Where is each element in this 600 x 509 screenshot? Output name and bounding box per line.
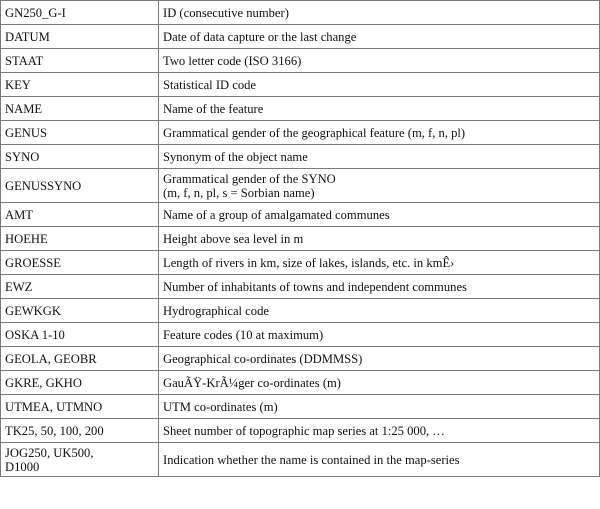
field-name-cell: GKRE, GKHO — [1, 371, 159, 395]
description-cell: Name of the feature — [159, 97, 600, 121]
table-row — [1, 251, 600, 275]
table-row — [1, 121, 600, 145]
table-row — [1, 97, 600, 121]
field-name-line: JOG250, UK500, — [5, 445, 94, 460]
field-name-cell: GROESSE — [1, 251, 159, 275]
table-row — [1, 419, 600, 443]
table-row — [1, 395, 600, 419]
field-name-cell: SYNO — [1, 145, 159, 169]
description-cell: Indication whether the name is contained in the map-series — [159, 443, 600, 477]
table-row — [1, 145, 600, 169]
field-name-cell: GENUSSYNO — [1, 169, 159, 203]
description-cell: Name of a group of amalgamated communes — [159, 203, 600, 227]
field-name-cell: GEWKGK — [1, 299, 159, 323]
field-name-cell: GN250_G-I — [1, 1, 159, 25]
description-cell: Feature codes (10 at maximum) — [159, 323, 600, 347]
description-cell: Geographical co-ordinates (DDMMSS) — [159, 347, 600, 371]
description-cell: Sheet number of topographic map series at 1:25 000, … — [159, 419, 600, 443]
table-row — [1, 323, 600, 347]
table-row — [1, 443, 600, 477]
field-name-cell: GENUS — [1, 121, 159, 145]
field-name-cell — [1, 443, 159, 477]
field-name-cell: STAAT — [1, 49, 159, 73]
description-cell: Height above sea level in m — [159, 227, 600, 251]
field-name-line: D1000 — [5, 459, 40, 474]
description-cell: GauÃŸ-KrÃ¼ger co-ordinates (m) — [159, 371, 600, 395]
description-line: Grammatical gender of the SYNO — [163, 171, 336, 186]
table-row — [1, 73, 600, 97]
description-cell: Synonym of the object name — [159, 145, 600, 169]
description-cell: Hydrographical code — [159, 299, 600, 323]
description-cell: Two letter code (ISO 3166) — [159, 49, 600, 73]
description-cell: Date of data capture or the last change — [159, 25, 600, 49]
field-name-cell: KEY — [1, 73, 159, 97]
table-row — [1, 25, 600, 49]
description-cell — [159, 169, 600, 203]
description-cell: Statistical ID code — [159, 73, 600, 97]
table-row — [1, 371, 600, 395]
field-name-cell: GEOLA, GEOBR — [1, 347, 159, 371]
field-name-cell: EWZ — [1, 275, 159, 299]
field-name-cell: NAME — [1, 97, 159, 121]
table-row — [1, 227, 600, 251]
field-name-cell: UTMEA, UTMNO — [1, 395, 159, 419]
field-name-cell: AMT — [1, 203, 159, 227]
description-cell: Length of rivers in km, size of lakes, islands, etc. in kmÊ› — [159, 251, 600, 275]
table-row — [1, 169, 600, 203]
description-cell: ID (consecutive number) — [159, 1, 600, 25]
field-name-cell: TK25, 50, 100, 200 — [1, 419, 159, 443]
description-line: (m, f, n, pl, s = Sorbian name) — [163, 185, 315, 200]
description-cell: Grammatical gender of the geographical feature (m, f, n, pl) — [159, 121, 600, 145]
description-cell: UTM co-ordinates (m) — [159, 395, 600, 419]
table-row — [1, 275, 600, 299]
field-name-cell: DATUM — [1, 25, 159, 49]
table-row — [1, 49, 600, 73]
description-cell: Number of inhabitants of towns and independent communes — [159, 275, 600, 299]
field-name-cell: OSKA 1-10 — [1, 323, 159, 347]
table-row — [1, 299, 600, 323]
table-row — [1, 1, 600, 25]
table-row — [1, 203, 600, 227]
table-row — [1, 347, 600, 371]
field-name-cell: HOEHE — [1, 227, 159, 251]
